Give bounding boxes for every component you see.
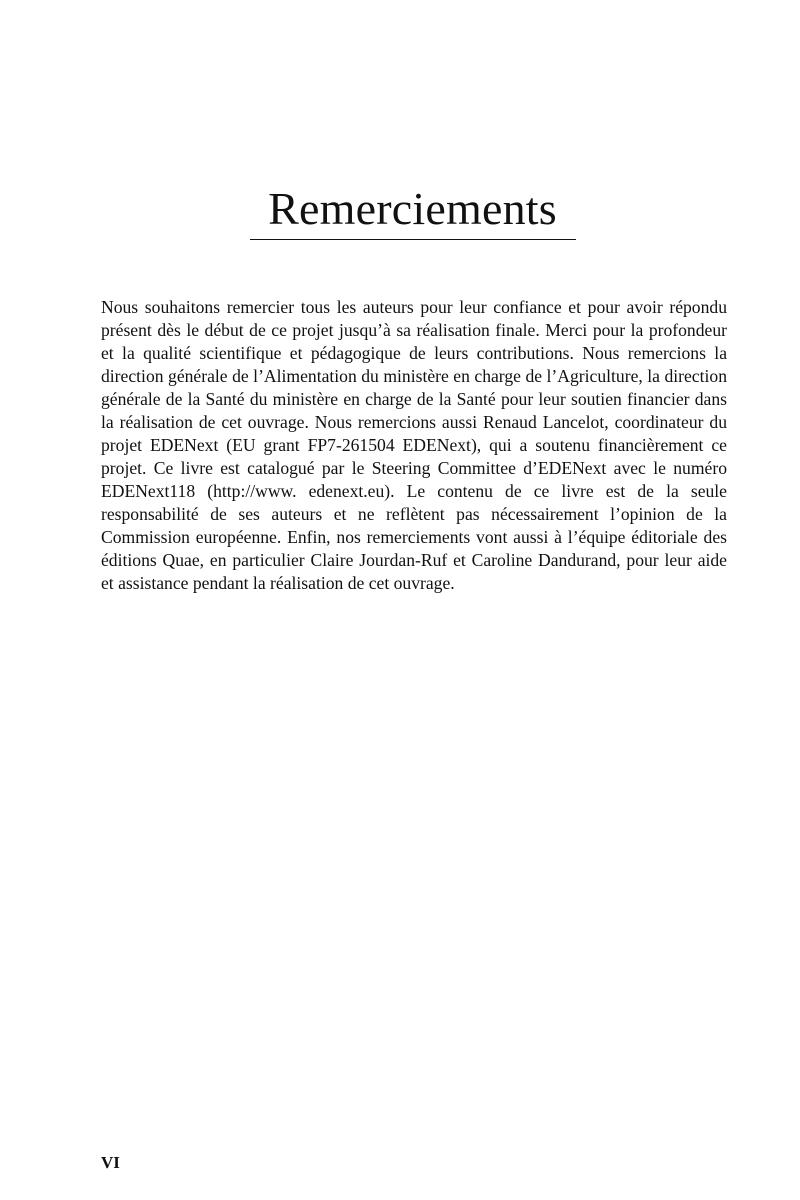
title-container: [0, 180, 800, 238]
page-number: VI: [101, 1153, 120, 1172]
page-title: Remerciements: [268, 183, 557, 234]
acknowledgements-paragraph: Nous souhaitons remercier tous les auteurs pour leur confiance et pour avoir répondu présent dès le début de ce projet jusqu’à sa réalisation finale. Merci pour la profondeur et la qualité scientifique et pédagogique de leurs contributions. Nous remercions la direction générale de l’Alimentation du ministère en charge de l’Agriculture, la direction générale de la Santé du ministère en charge de la Santé pour leur soutien financier dans la réalisation de cet ouvrage. Nous remercions aussi Renaud Lancelot, coordinateur du projet EDENext (EU grant FP7-261504 EDENext), qui a soutenu financièrement ce projet. Ce livre est catalogué par le Steering Committee d’EDENext avec le numéro EDENext118 (http://www. edenext.eu). Le contenu de ce livre est de la seule responsabilité de ses auteurs et ne reflètent pas nécessairement l’opinion de la Commission européenne. Enfin, nos remerciements vont aussi à l’équipe éditoriale des éditions Quae, en particulier Claire Jourdan-Ruf et Caroline Dandurand, pour leur aide et assistance pendant la réalisation de cet ouvrage.: [101, 297, 727, 593]
title-underline: [250, 239, 576, 240]
